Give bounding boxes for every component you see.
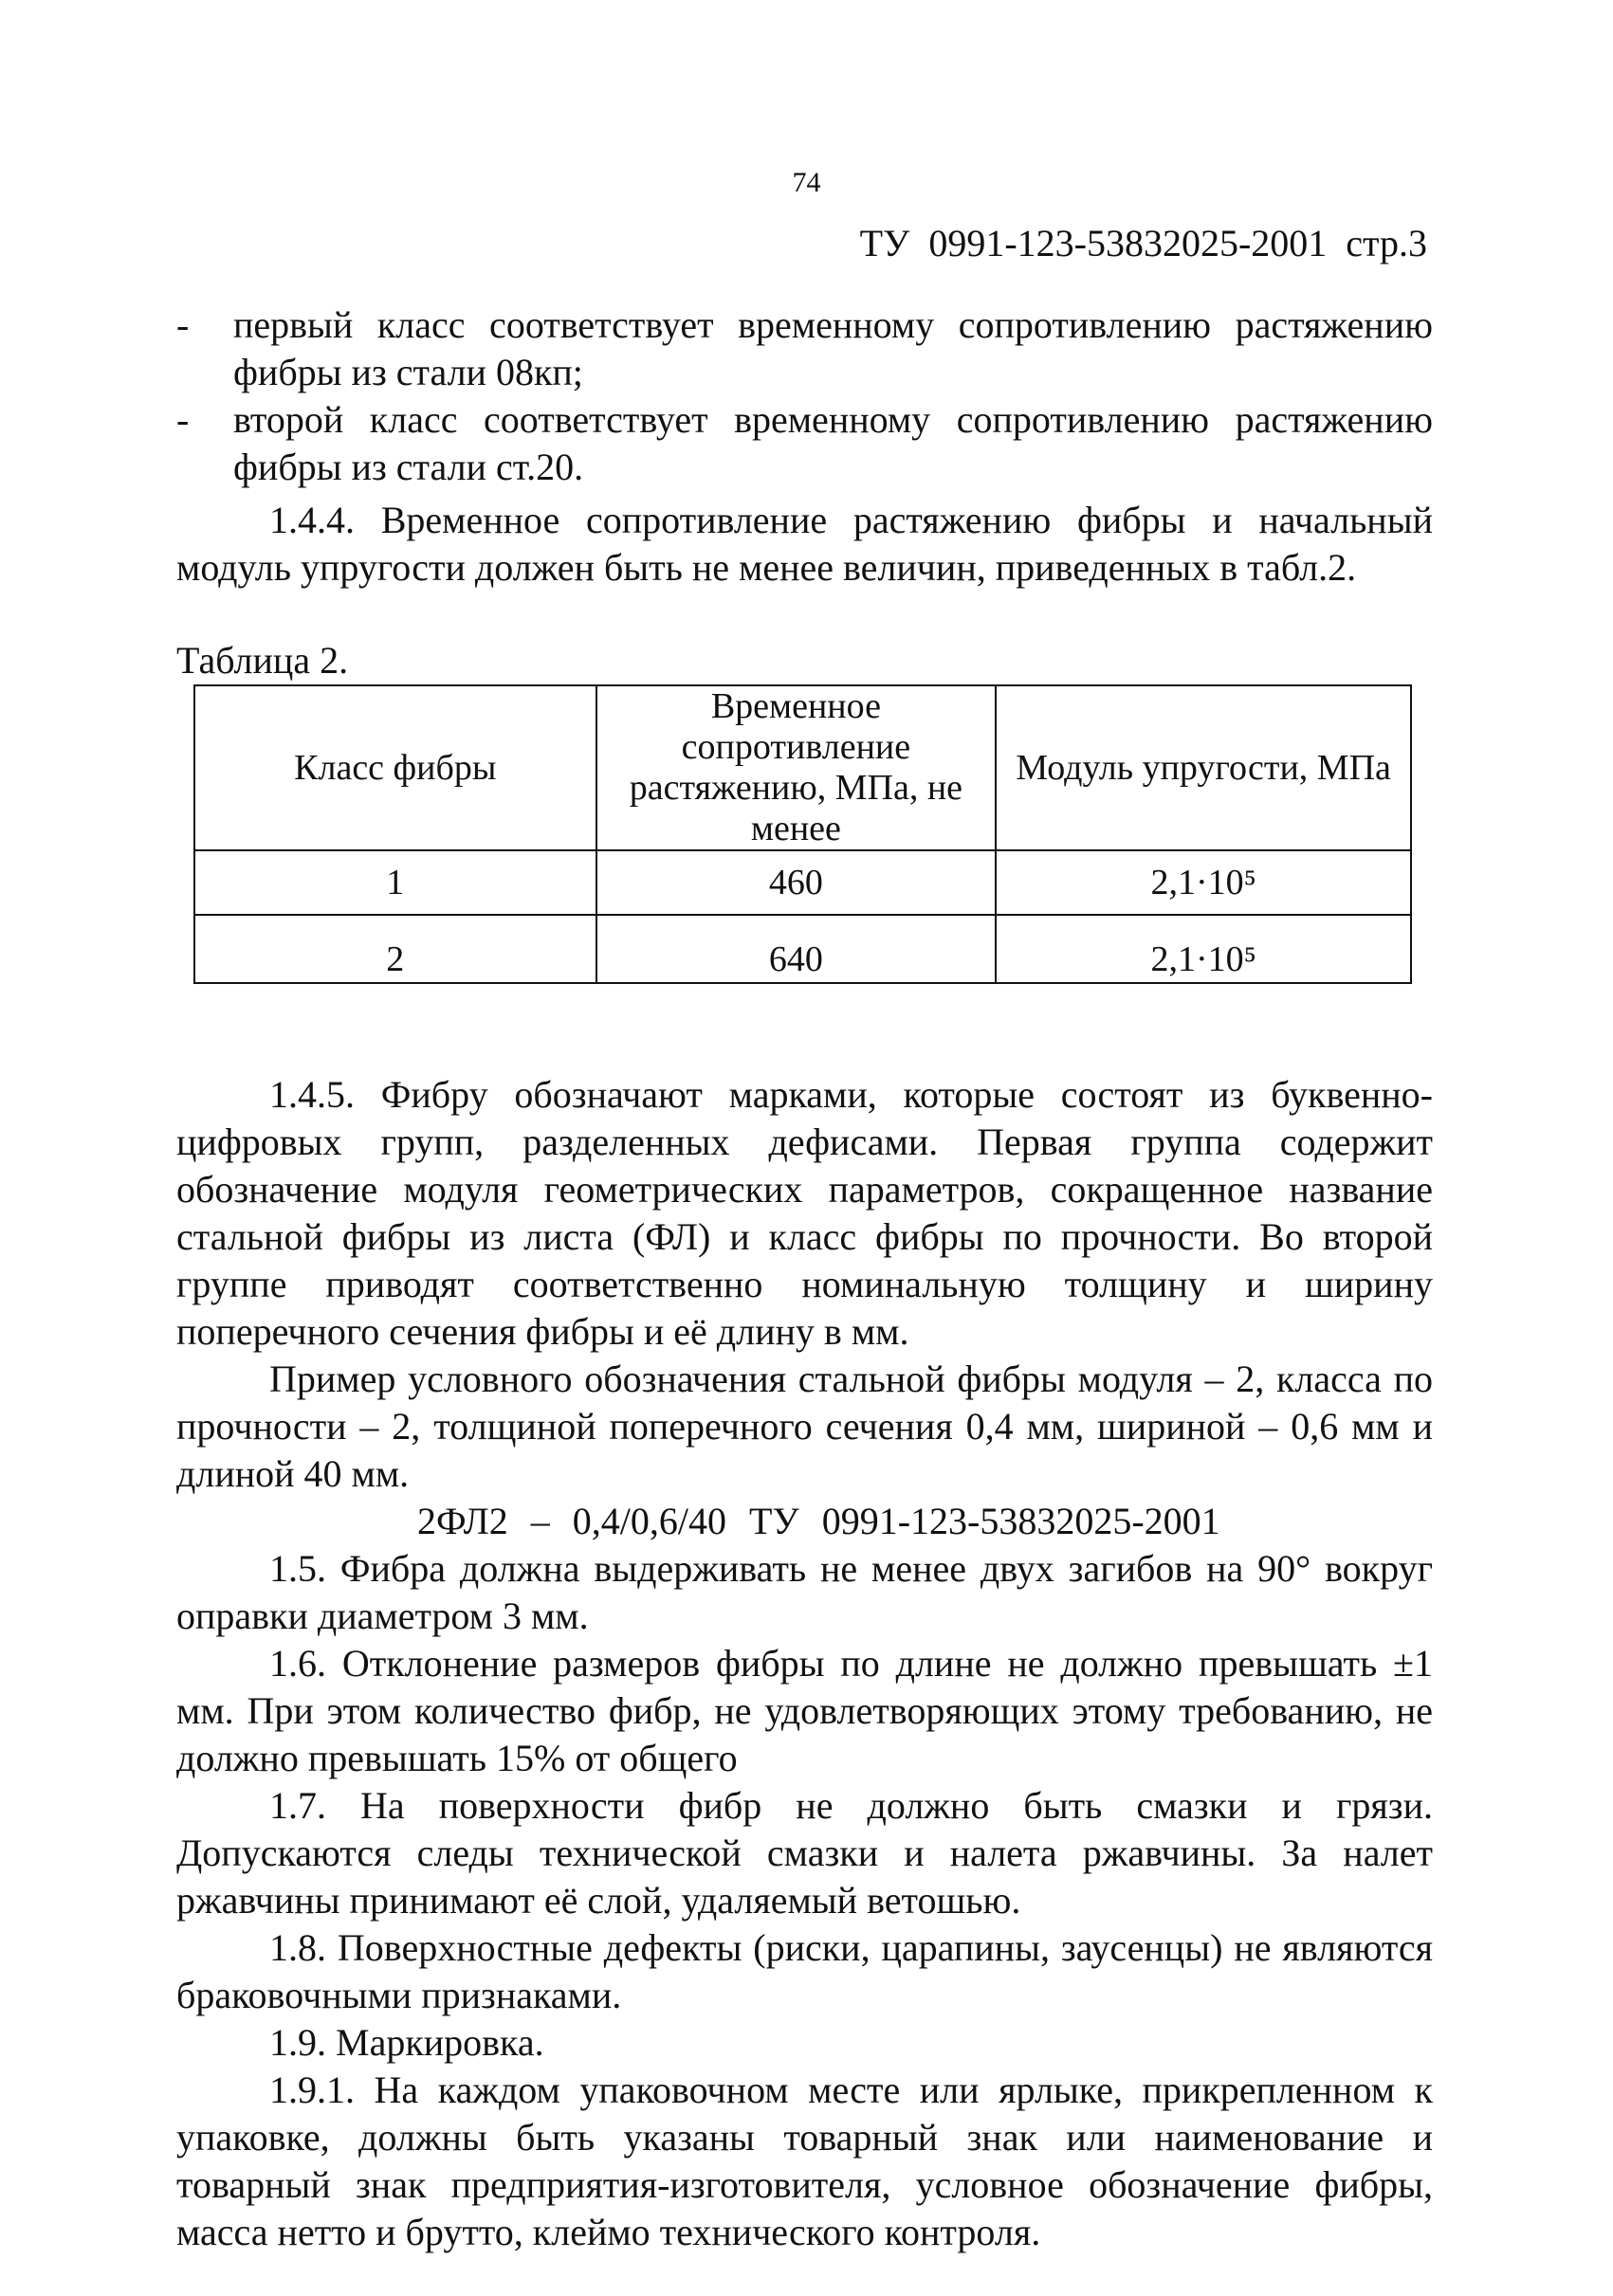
paragraph-1-7: 1.7. На поверхности фибр не должно быть смазки и грязи. Допускаются следы технической смазки и налета ржавчины. За налет ржавчины принимают её слой, удаляемый ветошью.	[176, 1784, 1433, 1922]
table-row	[194, 915, 1411, 983]
page-number: 74	[792, 167, 821, 198]
document-header: ТУ 0991-123-53832025-2001 стр.3	[859, 222, 1427, 264]
paragraph-1-9-1: 1.9.1. На каждом упаковочном месте или ярлыке, прикрепленном к упаковке, должны быть указаны товарный знак или наименование и товарный знак предприятия-изготовителя, условное обозначение фибры, масса нетто и брутто, клеймо технического контроля.	[176, 2068, 1433, 2253]
paragraph-1-6: 1.6. Отклонение размеров фибры по длине не должно превышать ±1 мм. При этом количество фибр, не удовлетворяющих этому требованию, не должно превышать 15% от общего	[176, 1642, 1433, 1779]
paragraph-1-5: 1.5. Фибра должна выдерживать не менее двух загибов на 90° вокруг оправки диаметром 3 мм.	[176, 1547, 1433, 1637]
list-dash: -	[176, 398, 190, 441]
table-caption: Таблица 2.	[176, 639, 349, 682]
list-item-text: второй класс соответствует временному сопротивлению растяжению фибры из стали ст.20.	[233, 398, 1433, 488]
table-header-cell: Временное сопротивление растяжению, МПа, не менее	[596, 685, 997, 850]
table-cell: 1	[194, 850, 596, 915]
table-header-cell: Модуль упругости, МПа	[996, 685, 1411, 850]
list-dash: -	[176, 303, 190, 346]
paragraph-1-9: 1.9. Маркировка.	[269, 2021, 544, 2064]
list-item	[176, 396, 1433, 491]
paragraph-1-8: 1.8. Поверхностные дефекты (риски, царапины, заусенцы) не являются браковочными признаками.	[176, 1926, 1433, 2016]
list-item-text: первый класс соответствует временному сопротивлению растяжению фибры из стали 08кп;	[233, 303, 1433, 393]
table-header-row	[194, 685, 1411, 850]
table-cell: 460	[596, 850, 997, 915]
table-row	[194, 850, 1411, 915]
table-cell: 2,1·10⁵	[996, 915, 1411, 983]
paragraph-1-4-5: 1.4.5. Фибру обозначают марками, которые состоят из буквенно-цифровых групп, разделенных дефисами. Первая группа содержит обозначение модуля геометрических параметров, сокращенное название стальной фибры из листа (ФЛ) и класс фибры по прочности. Во второй группе приводят соответственно номинальную толщину и ширину поперечного сечения фибры и её длину в мм.	[176, 1073, 1433, 1353]
table-header-cell: Класс фибры	[194, 685, 596, 850]
fiber-properties-table	[193, 684, 1412, 984]
paragraph-example: Пример условного обозначения стальной фибры модуля – 2, класса по прочности – 2, толщиной поперечного сечения 0,4 мм, шириной – 0,6 мм и длиной 40 мм.	[176, 1358, 1433, 1495]
table-cell: 2,1·10⁵	[996, 850, 1411, 915]
document-body	[176, 301, 1433, 2256]
paragraph-1-4-4: 1.4.4. Временное сопротивление растяжению фибры и начальный модуль упругости должен быть не менее величин, приведенных в табл.2.	[176, 499, 1433, 589]
table-cell: 2	[194, 915, 596, 983]
designation-example: 2ФЛ2 – 0,4/0,6/40 ТУ 0991-123-53832025-2001	[417, 1500, 1220, 1542]
list-item	[176, 301, 1433, 396]
table-cell: 640	[596, 915, 997, 983]
